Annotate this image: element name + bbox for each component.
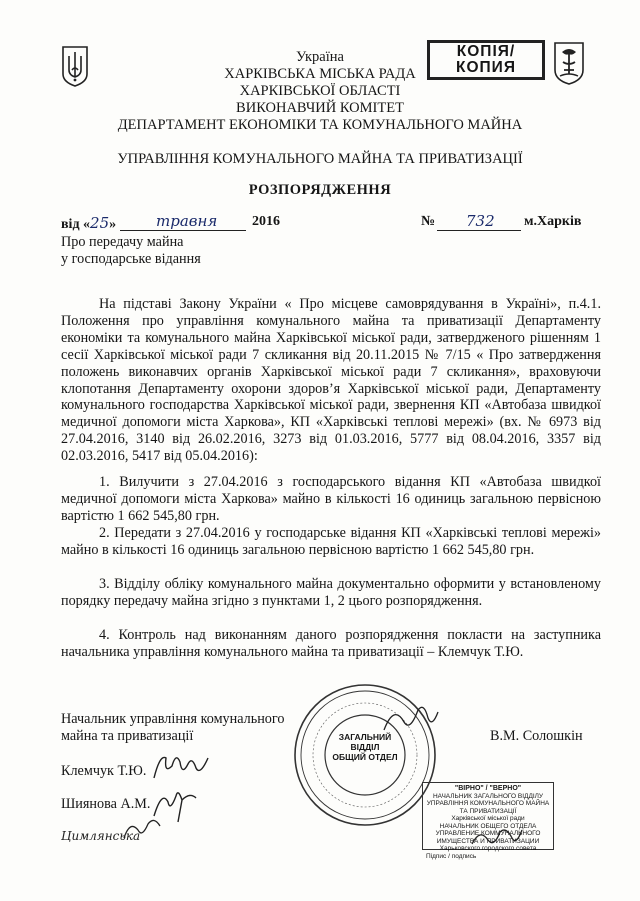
date-line (61, 214, 116, 233)
verify-stamp-line6: УПРАВЛЕНИЕ КОММУНАЛЬНОГО ИМУЩЕСТВА И ПРИВАТИЗАЦИИ (435, 830, 541, 845)
verify-stamp-line2: НАЧАЛЬНИК ЗАГАЛЬНОГО ВІДДІЛУ (432, 792, 544, 800)
doc-city: м.Харків (524, 214, 582, 229)
verify-stamp-line3: УПРАВЛІННЯ КОМУНАЛЬНОГО МАЙНА ТА ПРИВАТИЗАЦІЇ (426, 800, 550, 815)
header-country: Україна (296, 49, 344, 65)
header-committee: ВИКОНАВЧИЙ КОМІТЕТ (236, 100, 404, 116)
director-signature-icon (380, 700, 440, 740)
subject-line1: Про передачу майна (61, 234, 184, 250)
round-stamp-line2: ВІДДІЛ (350, 742, 380, 752)
header-office: УПРАВЛІННЯ КОМУНАЛЬНОГО МАЙНА ТА ПРИВАТИЗАЦІЇ (117, 151, 523, 167)
signatory-name: В.М. Солошкін (490, 728, 583, 744)
date-mid: » (109, 217, 117, 232)
verify-stamp-line4: Харківської міської ради (451, 815, 525, 822)
body-paragraph-item-4: 4. Контроль над виконанням даного розпорядження покласти на заступника начальника управління комунального майна та приватизації – Клемчук Т.Ю. (61, 627, 601, 660)
doc-number: 732 (466, 212, 495, 230)
verify-stamp-line7: Харьковского городского совета (439, 845, 537, 852)
signature-title-line1: Начальник управління комунального (61, 711, 285, 727)
date-month: травня (156, 212, 218, 230)
header-department: ДЕПАРТАМЕНТ ЕКОНОМІКИ ТА КОМУНАЛЬНОГО МАЙНА (117, 117, 523, 133)
date-year: 2016 (252, 214, 280, 229)
approval-tsymlianska: Цимлянська (61, 829, 141, 843)
round-stamp-line1: ЗАГАЛЬНИЙ (338, 732, 392, 742)
date-prefix: від « (61, 217, 91, 232)
verify-stamp-line8: Підпис / подпись (426, 852, 477, 860)
approval-klemchuk: Клемчук Т.Ю. (61, 763, 147, 779)
copy-stamp-line2: КОПИЯ (456, 59, 516, 76)
body-paragraph-item-1: 1. Вилучити з 27.04.2016 з господарського відання КП «Автобаза швидкої медичної допомоги міста Харкова» майно в кількості 16 одиниць загальною первісною вартістю 1 662 545,80 грн. (61, 474, 601, 524)
header-region: ХАРКІВСЬКОЇ ОБЛАСТІ (239, 83, 401, 99)
body-paragraph-preamble: На підставі Закону України « Про місцеве самоврядування в Україні», п.4.1. Положення про управління комунального майна та приватизації Департаменту економіки та комунального майна Харківської міської ради, затвердженого рішенням 1 сесії Харківської міської ради 7 скликання від 20.11.2015 № 7/15 « Про затвердження положень виконавчих органів Харківської міської ради 7 скликання», враховуючи клопотання Департаменту охорони здоров’я Харківської міської ради, Департаменту комунального господарства Харківської міської ради, звернення КП «Автобаза швидкої медичної допомоги міста Харкова», КП «Харківські теплові мережі» (вх. № 6973 від 27.04.2016, 3140 від 26.02.2016, 3273 від 01.03.2016, 5777 від 08.04.2016, 3357 від 02.03.2016, 5417 від 05.04.2016): (61, 296, 601, 465)
subject-line2: у господарське відання (61, 251, 201, 267)
verify-stamp-signature-icon (468, 824, 524, 852)
body-paragraph-item-3: 3. Відділу обліку комунального майна документально оформити у встановленому порядку передачу майна згідно з пунктами 1, 2 цього розпорядження. (61, 576, 601, 609)
verify-stamp-line5: НАЧАЛЬНИК ОБЩЕГО ОТДЕЛА (439, 822, 537, 830)
signature-title-line2: майна та приватизації (61, 728, 194, 744)
date-underline (120, 230, 246, 231)
number-underline (437, 230, 521, 231)
copy-stamp-line1: КОПІЯ/ (456, 43, 516, 60)
doc-type-title: РОЗПОРЯДЖЕННЯ (248, 182, 392, 198)
approval-shyianova: Шиянова А.М. (61, 796, 151, 812)
verify-stamp-line1: "ВІРНО" / "ВЕРНО" (454, 785, 522, 792)
round-stamp-line3: ОБЩИЙ ОТДЕЛ (332, 752, 398, 762)
date-day: 25 (90, 214, 110, 232)
signature-klemchuk-icon (150, 748, 212, 784)
number-label: № (421, 214, 436, 229)
signature-tsymlianska-icon (120, 812, 164, 846)
header-council: ХАРКІВСЬКА МІСЬКА РАДА (224, 66, 416, 82)
body-paragraph-item-2: 2. Передати з 27.04.2016 у господарське відання КП «Харківські теплові мережі» майно в кількості 16 одиниць загальною первісною вартістю 1 662 545,80 грн. (61, 525, 601, 558)
